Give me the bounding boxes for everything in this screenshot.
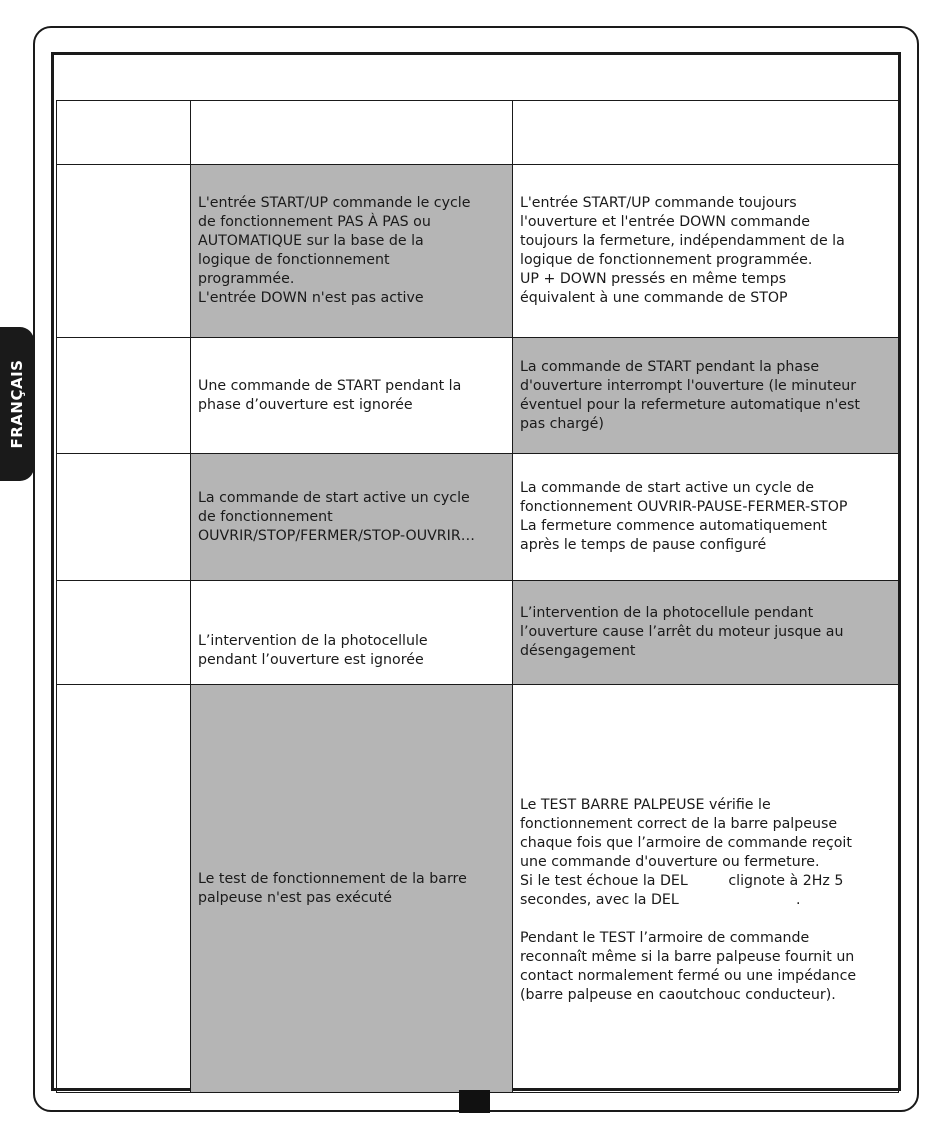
table-row (57, 165, 899, 338)
table-row (57, 338, 899, 454)
language-tab-label: FRANÇAIS (8, 359, 26, 449)
line: après le temps de pause configuré (520, 537, 767, 553)
line: (barre palpeuse en caoutchouc conducteur). (520, 987, 836, 1003)
table-frame (51, 52, 901, 1091)
row-2-col-3 (513, 338, 899, 454)
line: La fermeture commence automatiquement (520, 518, 827, 534)
line: une commande d'ouverture ou fermeture. (520, 854, 820, 870)
header-cell-2 (191, 101, 513, 165)
line: fonctionnement correct de la barre palpeuse (520, 816, 838, 832)
line: pas chargé) (520, 415, 604, 432)
line: de fonctionnement (198, 508, 333, 525)
line: secondes, avec la DEL . (520, 892, 801, 908)
header-cell-1 (57, 101, 191, 165)
row-2-col-2 (191, 338, 513, 454)
line: La commande de start active un cycle de (520, 480, 814, 496)
line: contact normalement fermé ou une impédance (520, 968, 857, 984)
line: logique de fonctionnement (198, 252, 390, 268)
line: reconnaît même si la barre palpeuse fournit un (520, 949, 855, 965)
line: L'entrée DOWN n'est pas active (198, 290, 424, 306)
line: l'ouverture et l'entrée DOWN commande (520, 214, 810, 230)
row-label-cell (57, 685, 191, 1093)
line: fonctionnement OUVRIR-PAUSE-FERMER-STOP (520, 499, 848, 515)
line: L'entrée START/UP commande toujours (520, 195, 797, 211)
page-tab-marker (459, 1090, 490, 1113)
line: toujours la fermeture, indépendamment de la (520, 233, 845, 249)
row-1-col-2 (191, 165, 513, 338)
line: La commande de START pendant la phase (520, 358, 820, 375)
language-tab (0, 327, 34, 481)
row-label-cell (57, 581, 191, 685)
line: éventuel pour la refermeture automatique n'est (520, 396, 860, 413)
line: AUTOMATIQUE sur la base de la (198, 233, 424, 249)
table-row (57, 454, 899, 581)
table-header-row (57, 101, 899, 165)
line: L’intervention de la photocellule pendant (520, 605, 814, 621)
row-label-cell (57, 165, 191, 338)
table-row (57, 581, 899, 685)
row-5-col-3 (513, 685, 899, 1093)
line: UP + DOWN pressés en même temps (520, 271, 787, 287)
comparison-table (56, 100, 899, 1093)
line: phase d’ouverture est ignorée (198, 396, 413, 413)
line: L’intervention de la photocellule (198, 633, 428, 649)
row-3-col-3 (513, 454, 899, 581)
row-4-col-2 (191, 581, 513, 685)
header-cell-3 (513, 101, 899, 165)
row-3-col-2 (191, 454, 513, 581)
line: La commande de start active un cycle (198, 489, 470, 506)
line: chaque fois que l’armoire de commande reçoit (520, 835, 852, 851)
row-1-col-3 (513, 165, 899, 338)
line: Le TEST BARRE PALPEUSE vérifie le (520, 797, 771, 813)
line: palpeuse n'est pas exécuté (198, 889, 392, 906)
line: pendant l’ouverture est ignorée (198, 652, 424, 668)
row-label-cell (57, 454, 191, 581)
line: Si le test échoue la DEL clignote à 2Hz 5 (520, 873, 844, 889)
line: de fonctionnement PAS À PAS ou (198, 214, 431, 230)
line (520, 910, 891, 929)
row-label-cell (57, 338, 191, 454)
line: programmée. (198, 271, 295, 287)
line: Une commande de START pendant la (198, 377, 462, 394)
table-row (57, 685, 899, 1093)
line: OUVRIR/STOP/FERMER/STOP-OUVRIR… (198, 527, 475, 544)
line: Le test de fonctionnement de la barre (198, 870, 467, 887)
line: d'ouverture interrompt l'ouverture (le minuteur (520, 377, 857, 394)
line: équivalent à une commande de STOP (520, 290, 788, 306)
line: L'entrée START/UP commande le cycle (198, 195, 471, 211)
line: l’ouverture cause l’arrêt du moteur jusque au (520, 624, 844, 640)
line: Pendant le TEST l’armoire de commande (520, 930, 810, 946)
line: logique de fonctionnement programmée. (520, 252, 813, 268)
row-5-col-2 (191, 685, 513, 1093)
line: désengagement (520, 643, 636, 659)
row-4-col-3 (513, 581, 899, 685)
